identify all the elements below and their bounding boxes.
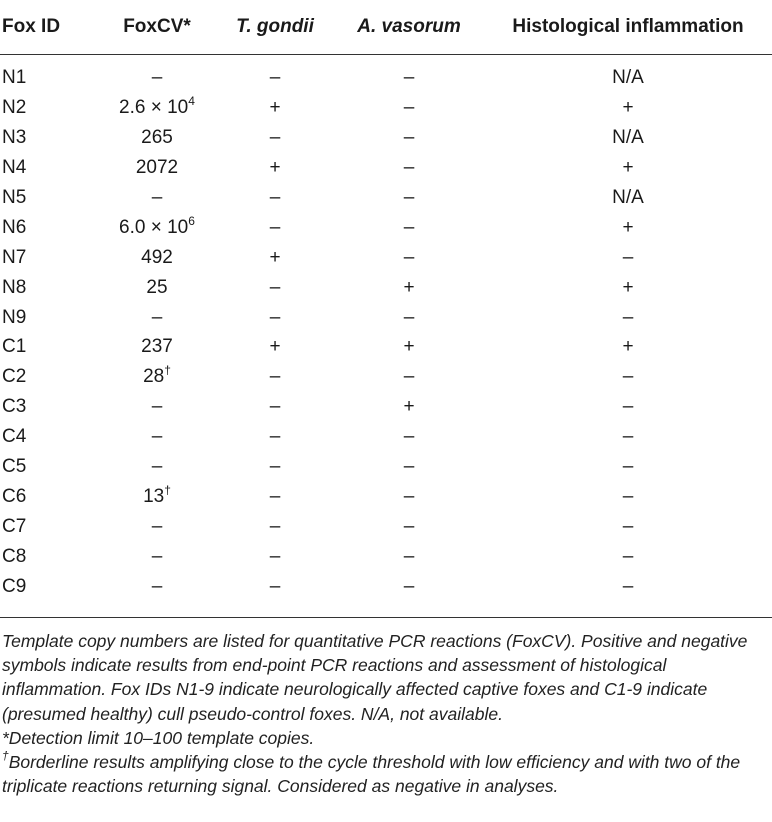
cell-value: C8: [2, 545, 27, 567]
fox-id-cell: [0, 452, 98, 482]
fox-id-cell: [0, 511, 98, 541]
cell-value: +: [622, 336, 634, 358]
cell-value: C7: [2, 515, 27, 537]
cell-value: –: [269, 216, 281, 238]
cell-value: –: [151, 515, 163, 537]
table-row: [0, 392, 772, 422]
cell-value: C3: [2, 396, 27, 418]
cell-value: –: [403, 97, 415, 119]
footnote-borderline: [2, 750, 770, 798]
fox-id-cell: [0, 153, 98, 183]
header-foxcv: FoxCV*: [98, 0, 216, 55]
cell-superscript: 4: [188, 94, 195, 109]
cell-value: N4: [2, 157, 27, 179]
cell-superscript: 6: [188, 213, 195, 228]
foxcv-cell: [98, 511, 216, 541]
inflammation-cell: [484, 392, 772, 422]
cell-value: –: [269, 545, 281, 567]
cell-value: –: [151, 545, 163, 567]
a-vasorum-cell: [334, 272, 484, 302]
inflammation-cell: [484, 93, 772, 123]
dagger-mark: †: [2, 749, 9, 764]
cell-value: –: [622, 396, 634, 418]
cell-value: –: [622, 575, 634, 597]
t-gondii-cell: [216, 332, 334, 362]
t-gondii-cell: [216, 183, 334, 213]
footnote-detection-limit: *Detection limit 10–100 template copies.: [2, 727, 315, 748]
table-row: [0, 212, 772, 242]
cell-value: +: [403, 336, 415, 358]
foxcv-cell: [98, 362, 216, 392]
cell-value: C4: [2, 426, 27, 448]
foxcv-cell: [98, 571, 216, 601]
cell-value: N2: [2, 97, 27, 119]
a-vasorum-cell: [334, 212, 484, 242]
cell-superscript: †: [164, 482, 171, 497]
t-gondii-cell: [216, 93, 334, 123]
cell-value: +: [622, 216, 634, 238]
cell-value: +: [269, 336, 281, 358]
cell-value: –: [403, 127, 415, 149]
cell-value: –: [403, 157, 415, 179]
inflammation-cell: [484, 55, 772, 93]
cell-value: –: [622, 366, 634, 388]
cell-value: N8: [2, 276, 27, 298]
fox-id-cell: [0, 55, 98, 93]
inflammation-cell: [484, 123, 772, 153]
cell-value: –: [403, 575, 415, 597]
cell-superscript: †: [164, 363, 171, 378]
cell-value: 13: [143, 485, 165, 507]
t-gondii-cell: [216, 571, 334, 601]
cell-value: 237: [141, 336, 173, 358]
cell-value: +: [269, 97, 281, 119]
cell-value: –: [403, 306, 415, 328]
inflammation-cell: [484, 362, 772, 392]
t-gondii-cell: [216, 302, 334, 332]
fox-id-cell: [0, 362, 98, 392]
foxcv-cell: [98, 392, 216, 422]
cell-value: N1: [2, 67, 27, 89]
table-row: [0, 55, 772, 93]
table-bottom-rule: [0, 617, 772, 618]
foxcv-cell: [98, 302, 216, 332]
cell-value: +: [403, 396, 415, 418]
cell-value: C9: [2, 575, 27, 597]
table-row: [0, 332, 772, 362]
cell-value: N3: [2, 127, 27, 149]
cell-value: –: [403, 366, 415, 388]
fox-id-cell: [0, 183, 98, 213]
cell-value: C5: [2, 456, 27, 478]
cell-value: –: [622, 485, 634, 507]
cell-value: –: [269, 515, 281, 537]
t-gondii-cell: [216, 392, 334, 422]
inflammation-cell: [484, 571, 772, 601]
table-row: [0, 541, 772, 571]
inflammation-cell: [484, 272, 772, 302]
foxcv-cell: [98, 422, 216, 452]
inflammation-cell: [484, 302, 772, 332]
a-vasorum-cell: [334, 302, 484, 332]
cell-value: –: [622, 515, 634, 537]
fox-id-cell: [0, 571, 98, 601]
header-fox-id: Fox ID: [0, 0, 98, 55]
cell-value: –: [403, 67, 415, 89]
a-vasorum-cell: [334, 242, 484, 272]
cell-value: –: [622, 306, 634, 328]
cell-value: C2: [2, 366, 27, 388]
fox-id-cell: [0, 392, 98, 422]
inflammation-cell: [484, 481, 772, 511]
header-a-vasorum: A. vasorum: [334, 0, 484, 55]
cell-value: N6: [2, 216, 27, 238]
cell-value: C6: [2, 485, 27, 507]
t-gondii-cell: [216, 452, 334, 482]
fox-id-cell: [0, 212, 98, 242]
foxcv-cell: [98, 55, 216, 93]
t-gondii-cell: [216, 55, 334, 93]
a-vasorum-cell: [334, 332, 484, 362]
inflammation-cell: [484, 153, 772, 183]
foxcv-cell: [98, 93, 216, 123]
cell-value: –: [269, 456, 281, 478]
fox-id-cell: [0, 332, 98, 362]
foxcv-cell: [98, 332, 216, 362]
inflammation-cell: [484, 212, 772, 242]
cell-value: +: [269, 246, 281, 268]
t-gondii-cell: [216, 212, 334, 242]
cell-value: –: [622, 246, 634, 268]
cell-value: –: [269, 366, 281, 388]
a-vasorum-cell: [334, 452, 484, 482]
header-row: [0, 0, 772, 55]
inflammation-cell: [484, 422, 772, 452]
fox-id-cell: [0, 302, 98, 332]
cell-value: –: [403, 515, 415, 537]
inflammation-cell: [484, 332, 772, 362]
cell-value: –: [269, 187, 281, 208]
a-vasorum-cell: [334, 153, 484, 183]
table-row: [0, 272, 772, 302]
cell-value: –: [269, 306, 281, 328]
table-body: [0, 55, 772, 602]
cell-value: 492: [141, 246, 173, 268]
t-gondii-cell: [216, 422, 334, 452]
cell-value: –: [151, 575, 163, 597]
foxcv-cell: [98, 123, 216, 153]
cell-value: +: [269, 157, 281, 179]
cell-value: N/A: [612, 187, 644, 208]
inflammation-cell: [484, 541, 772, 571]
t-gondii-cell: [216, 123, 334, 153]
cell-value: –: [622, 426, 634, 448]
a-vasorum-cell: [334, 571, 484, 601]
table-row: [0, 481, 772, 511]
foxcv-cell: [98, 452, 216, 482]
a-vasorum-cell: [334, 362, 484, 392]
table-row: [0, 242, 772, 272]
cell-value: 2.6 × 10: [119, 97, 189, 119]
cell-value: +: [403, 276, 415, 298]
foxcv-cell: [98, 272, 216, 302]
cell-value: N5: [2, 187, 27, 208]
table-row: [0, 452, 772, 482]
cell-value: +: [622, 157, 634, 179]
foxcv-cell: [98, 212, 216, 242]
a-vasorum-cell: [334, 55, 484, 93]
cell-value: N/A: [612, 67, 644, 89]
a-vasorum-cell: [334, 123, 484, 153]
a-vasorum-cell: [334, 541, 484, 571]
t-gondii-cell: [216, 481, 334, 511]
table-row: [0, 571, 772, 601]
foxcv-cell: [98, 242, 216, 272]
cell-value: N7: [2, 246, 27, 268]
cell-value: –: [403, 216, 415, 238]
cell-value: –: [403, 545, 415, 567]
cell-value: N9: [2, 306, 27, 328]
inflammation-cell: [484, 242, 772, 272]
cell-value: –: [151, 456, 163, 478]
footnote-main: Template copy numbers are listed for quantitative PCR reactions (FoxCV). Positive and negative symbols indicate results from end-point PCR reactions and assessment of histological inflammation. Fox IDs N1-9 indicate neurologically affected captive foxes and C1-9 indicate (presumed healthy) cull pseudo-control foxes. N/A, not available.: [2, 631, 748, 724]
cell-value: –: [403, 426, 415, 448]
t-gondii-cell: [216, 362, 334, 392]
cell-value: –: [403, 485, 415, 507]
fox-id-cell: [0, 123, 98, 153]
cell-value: –: [151, 67, 163, 89]
a-vasorum-cell: [334, 422, 484, 452]
fox-id-cell: [0, 541, 98, 571]
table-row: [0, 183, 772, 213]
cell-value: –: [269, 426, 281, 448]
inflammation-cell: [484, 511, 772, 541]
cell-value: –: [269, 67, 281, 89]
header-histological-inflammation: Histological inflammation: [484, 0, 772, 55]
foxcv-cell: [98, 153, 216, 183]
cell-value: 25: [146, 276, 168, 298]
footnote-borderline-text: Borderline results amplifying close to the cycle threshold with low efficiency and with two of the triplicate reactions returning signal. Considered as negative in analyses.: [2, 752, 741, 797]
foxcv-cell: [98, 183, 216, 213]
table-row: [0, 362, 772, 392]
fox-id-cell: [0, 422, 98, 452]
fox-id-cell: [0, 481, 98, 511]
cell-value: +: [622, 276, 634, 298]
a-vasorum-cell: [334, 93, 484, 123]
foxcv-cell: [98, 541, 216, 571]
t-gondii-cell: [216, 541, 334, 571]
fox-id-cell: [0, 242, 98, 272]
foxcv-cell: [98, 481, 216, 511]
table-row: [0, 302, 772, 332]
cell-value: –: [269, 127, 281, 149]
t-gondii-cell: [216, 511, 334, 541]
cell-value: –: [269, 276, 281, 298]
a-vasorum-cell: [334, 481, 484, 511]
cell-value: –: [151, 396, 163, 418]
inflammation-cell: [484, 452, 772, 482]
a-vasorum-cell: [334, 183, 484, 213]
fox-id-cell: [0, 93, 98, 123]
cell-value: C1: [2, 336, 27, 358]
cell-value: –: [269, 485, 281, 507]
fox-id-cell: [0, 272, 98, 302]
cell-value: N/A: [612, 127, 644, 149]
a-vasorum-cell: [334, 511, 484, 541]
table-row: [0, 153, 772, 183]
cell-value: –: [622, 545, 634, 567]
t-gondii-cell: [216, 272, 334, 302]
table-row: [0, 511, 772, 541]
a-vasorum-cell: [334, 392, 484, 422]
cell-value: –: [269, 575, 281, 597]
cell-value: –: [403, 187, 415, 208]
cell-value: 28: [143, 366, 165, 388]
cell-value: –: [151, 306, 163, 328]
t-gondii-cell: [216, 242, 334, 272]
table-row: [0, 93, 772, 123]
cell-value: 2072: [135, 157, 179, 179]
t-gondii-cell: [216, 153, 334, 183]
cell-value: –: [151, 187, 163, 208]
table-row: [0, 422, 772, 452]
footnotes: [2, 629, 770, 798]
inflammation-cell: [484, 183, 772, 213]
table-row: [0, 123, 772, 153]
cell-value: +: [622, 97, 634, 119]
header-t-gondii: T. gondii: [216, 0, 334, 55]
cell-value: 265: [141, 127, 173, 149]
cell-value: 6.0 × 10: [119, 216, 189, 238]
cell-value: –: [151, 426, 163, 448]
cell-value: –: [403, 456, 415, 478]
table-header: [0, 0, 772, 55]
cell-value: –: [403, 246, 415, 268]
cell-value: –: [622, 456, 634, 478]
cell-value: –: [269, 396, 281, 418]
